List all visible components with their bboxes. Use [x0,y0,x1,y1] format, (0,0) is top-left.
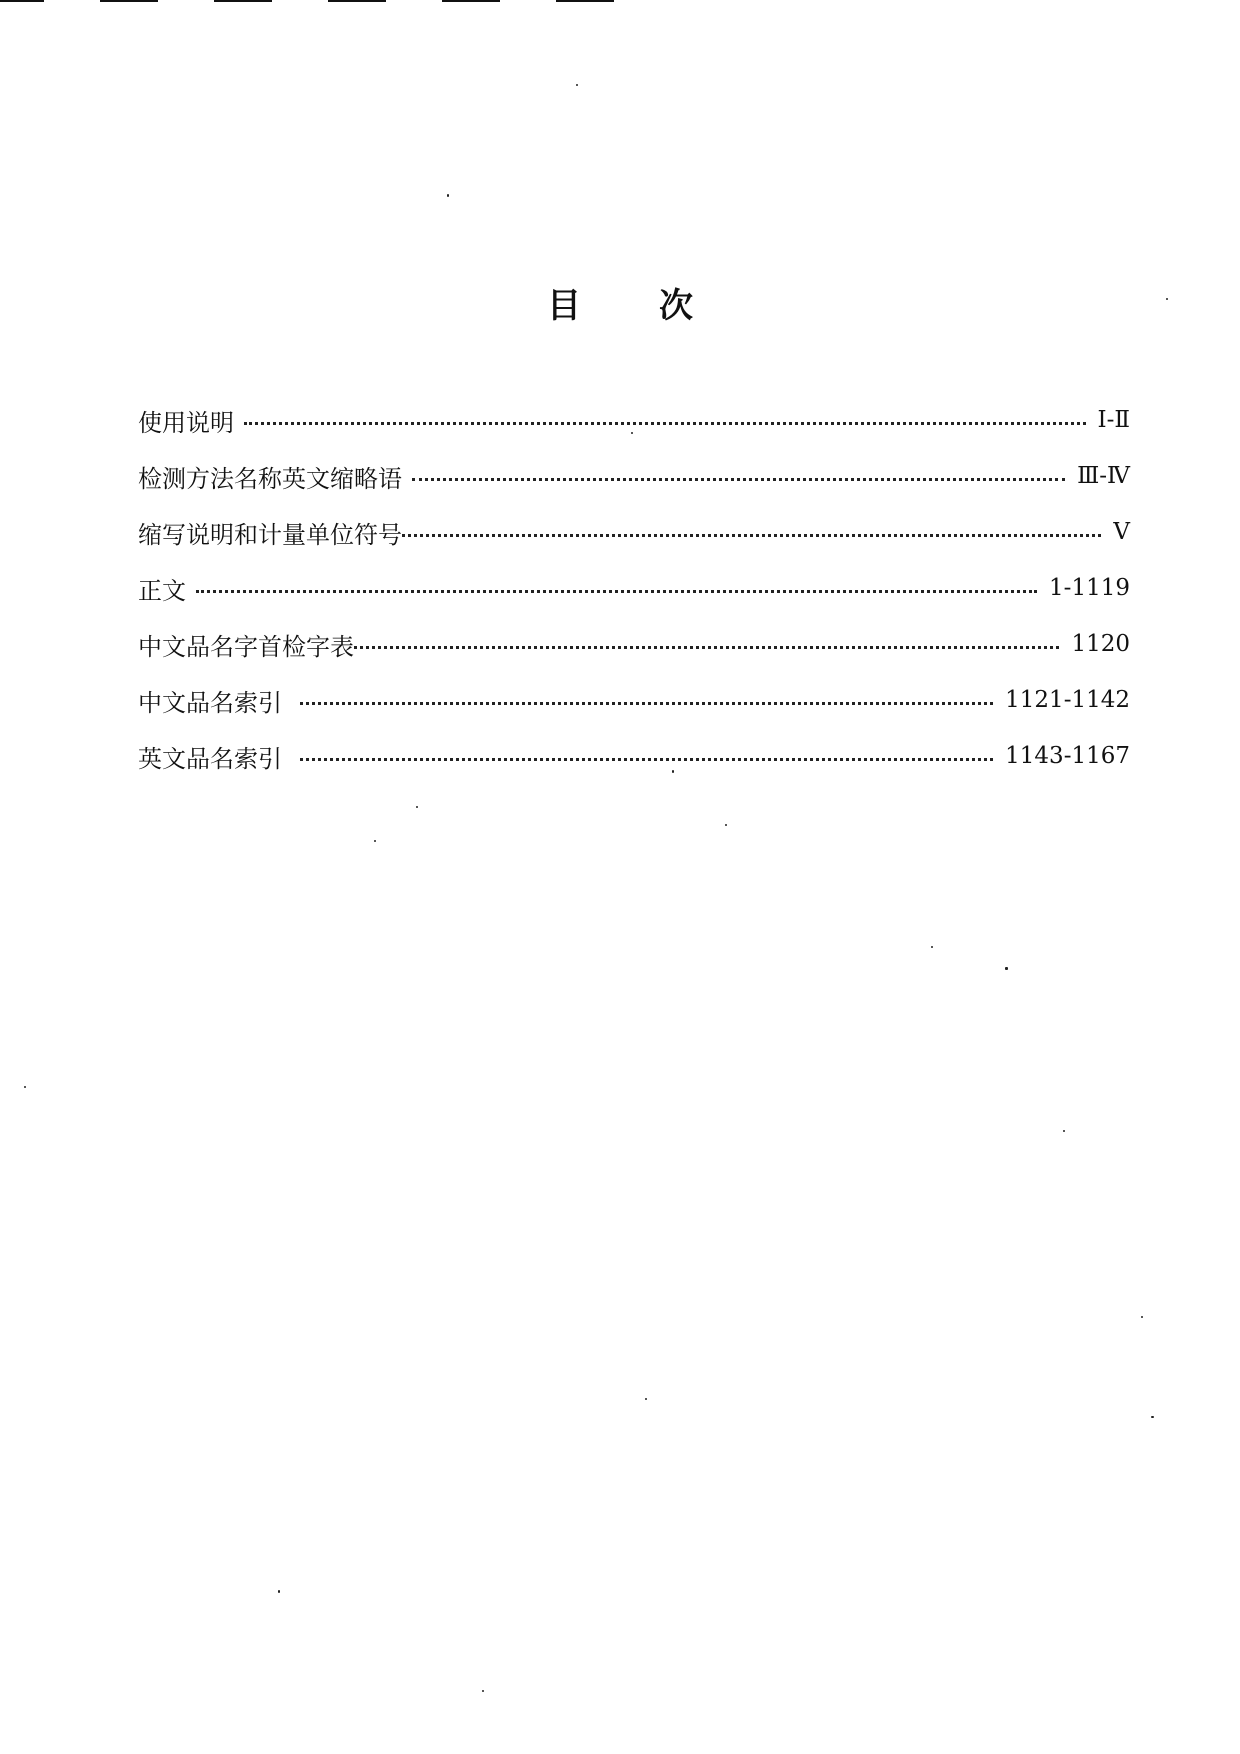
scan-speck [447,194,449,197]
page-title [0,278,1240,327]
toc-leader-dots [402,534,1101,537]
toc-entry-page: 1121-1142 [1005,687,1130,713]
toc-leader-dots [412,478,1065,481]
toc-entry[interactable] [138,672,1130,728]
scan-speck [374,840,376,842]
scan-speck [416,806,418,808]
scan-speck [278,1590,280,1593]
top-rule [214,0,272,2]
toc-entry[interactable] [138,504,1130,560]
toc-entry-label: 使用说明 [138,408,234,437]
toc-entry-page: Ⅲ-Ⅳ [1077,463,1130,489]
scan-speck [1005,967,1008,970]
toc-entry[interactable] [138,392,1130,448]
scan-speck [631,432,633,434]
toc-entry-page: Ⅴ [1113,519,1130,545]
toc-entry-label: 检测方法名称英文缩略语 [138,464,402,493]
toc-entry-label: 中文品名索引 [138,688,282,717]
scan-speck [1166,298,1168,300]
scan-speck [1151,1416,1154,1418]
top-rule [442,0,500,2]
toc-leader-dots [354,646,1059,649]
toc-entry-label: 中文品名字首检字表 [138,632,354,661]
scan-speck [1063,1130,1065,1132]
toc-leader-dots [196,590,1037,593]
scan-speck [24,1086,26,1088]
toc-entry-label: 正文 [138,576,186,605]
scan-speck [672,770,674,773]
toc-leader-dots [300,702,993,705]
scan-speck [576,84,578,86]
toc-entry-label: 英文品名索引 [138,744,282,773]
toc-entry[interactable] [138,560,1130,616]
toc-entry-page: Ⅰ-Ⅱ [1097,407,1130,433]
top-rule [328,0,386,2]
toc-entry[interactable] [138,448,1130,504]
top-rule [556,0,614,2]
top-rule [100,0,158,2]
scan-speck [482,1690,484,1692]
page-title-char-1: 目 [547,286,581,326]
toc-leader-dots [300,758,993,761]
toc-leader-dots [244,422,1086,425]
scan-speck [1141,1316,1143,1318]
toc-entry[interactable] [138,728,1130,784]
scan-speck [725,824,727,826]
page-title-char-2: 次 [659,286,693,326]
toc-entry-label: 缩写说明和计量单位符号 [138,520,402,549]
scan-speck [645,1398,647,1400]
toc-entry-page: 1120 [1071,631,1130,657]
scan-speck [931,946,933,948]
top-rule [0,0,44,2]
toc-entry[interactable] [138,616,1130,672]
toc-entry-page: 1143-1167 [1005,743,1130,769]
toc-entry-page: 1-1119 [1049,575,1130,601]
table-of-contents [138,392,1130,784]
